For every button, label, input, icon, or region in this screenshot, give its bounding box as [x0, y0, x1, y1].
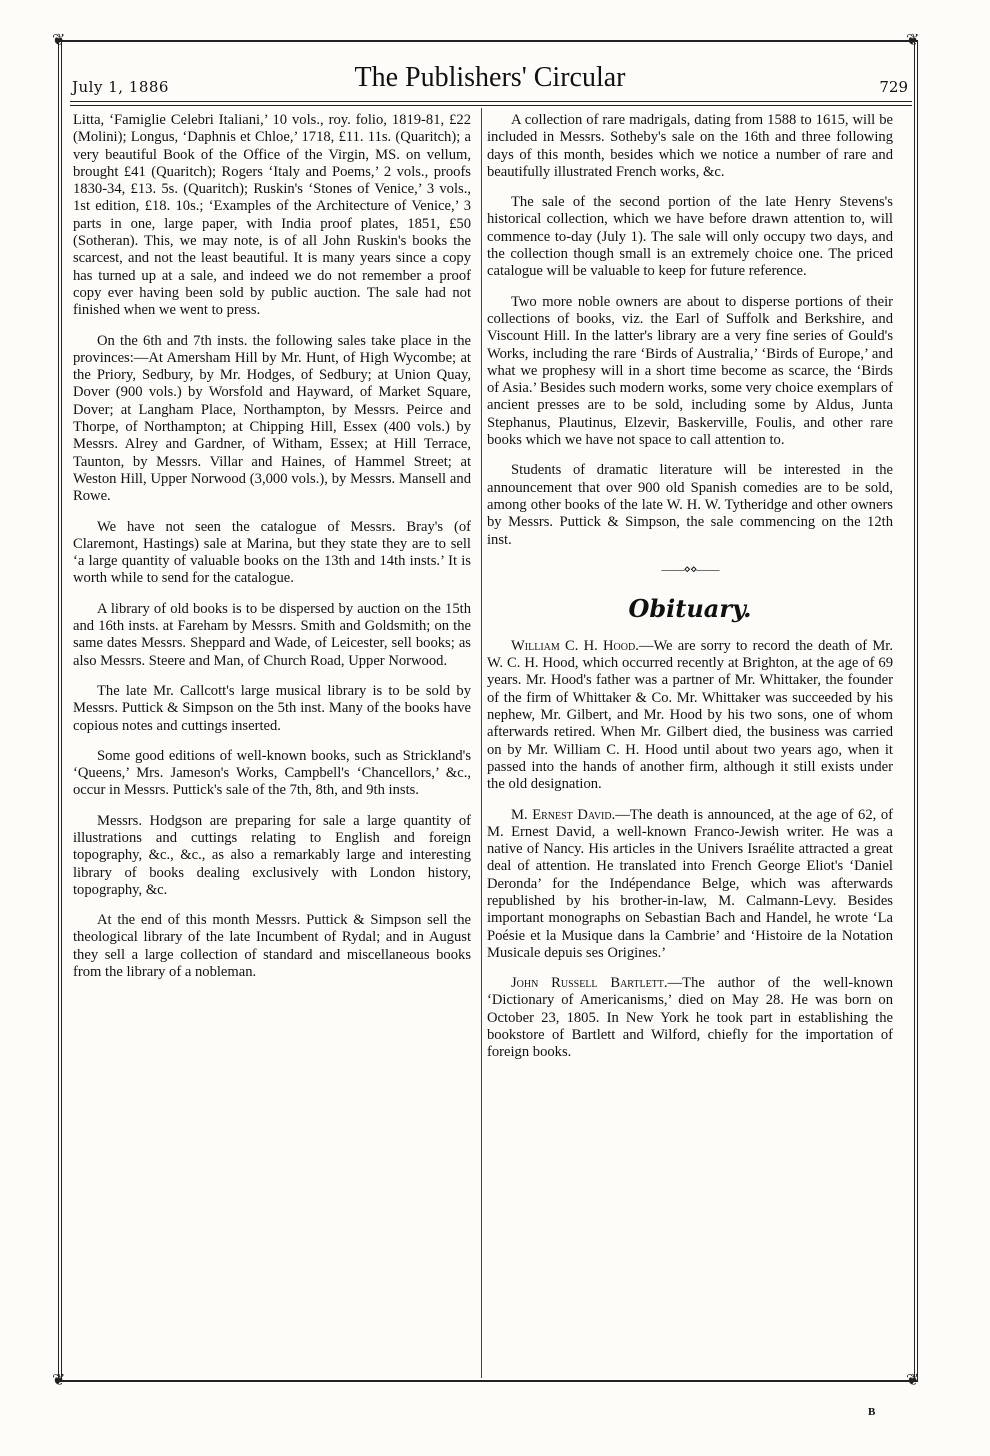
corner-ornament-icon: ❦: [906, 30, 920, 49]
obituary-name: John Russell Bartlett.: [511, 975, 668, 992]
paragraph: The sale of the second portion of the late Henry Stevens's historical collection, which we have before drawn attention to, will commence to-day (July 1). The sale will only occupy two days, and the collection though small is an extremely choice one. The priced catalogue will be valuable to keep for future reference.: [487, 194, 893, 280]
right-column: [487, 112, 893, 1075]
frame-left-rule: [58, 40, 62, 1380]
column-divider: [481, 108, 482, 1378]
paragraph: A collection of rare madrigals, dating from 1588 to 1615, will be included in Messrs. Sotheby's sale on the 16th and three following days of this month, besides which we notice a number of rare and beautifully illustrated French works, &c.: [487, 112, 893, 180]
section-divider: ——⋄⋄——: [661, 561, 719, 576]
frame-bottom-rule: [58, 1380, 918, 1382]
paragraph: A library of old books is to be dispersed by auction on the 15th and 16th insts. at Fareham by Messrs. Smith and Goldsmith; on the same dates Messrs. Sheppard and Wade, of Leicester, sell books; as also Messrs. Steere and Man, of Church Road, Upper Norwood.: [73, 600, 471, 669]
signature-mark: B: [868, 1406, 876, 1418]
frame-top-rule: [58, 40, 918, 42]
paragraph: We have not seen the catalogue of Messrs. Bray's (of Claremont, Hastings) sale at Marina, but they state they are to sell ‘a large quantity of valuable books on the 13th and 14th insts.’ It is worth while to send for the catalogue.: [73, 518, 471, 587]
obituary-text: —The author of the well-known ‘Dictionary of Americanisms,’ died on May 28. He was born on October 23, 1805. In New York he took part in establishing the bookstore of Bartlett and Wilford, chiefly for the importation of foreign books.: [487, 975, 894, 1061]
paragraph: Litta, ‘Famiglie Celebri Italiani,’ 10 vols., roy. folio, 1819-81, £22 (Molini); Longus, ‘Daphnis et Chloe,’ 1718, £11. 11s. (Quaritch); a very beautiful Book of the Office of the Virgin, MS. on vellum, brought £41 (Quaritch); Rogers ‘Italy and Poems,’ 2 vols., proofs 1830-34, £13. 5s. (Quaritch); Ruskin's ‘Stones of Venice,’ 3 vols., 1st edition, £18. 10s.; ‘Examples of the Architecture of Venice,’ 3 parts in one, large paper, with India proof plates, 1851, £50 (Sotheran). This, we may note, is of all John Ruskin's books the scarcest, and not the least beautiful. It is many years since a copy has turned up at a sale, and indeed we do not remember a proof copy ever having been sold by public auction. The sale had not finished when we went to press.: [73, 112, 471, 319]
obituary-name: William C. H. Hood.: [511, 637, 639, 654]
paragraph: Messrs. Hodgson are preparing for sale a large quantity of illustrations and cuttings relating to English and foreign topography, &c., &c., as also a remarkably large and interesting library of books dealing exclusively with London history, topography, &c.: [73, 812, 471, 898]
paragraph: The late Mr. Callcott's large musical library is to be sold by Messrs. Puttick & Simpson on the 5th inst. Many of the books have copious notes and cuttings inserted.: [73, 682, 471, 734]
obituary-name: M. Ernest David.: [511, 806, 616, 823]
frame-right-rule: [914, 40, 918, 1380]
corner-ornament-icon: ❦: [906, 1370, 920, 1389]
paragraph: Some good editions of well-known books, such as Strickland's ‘Queens,’ Mrs. Jameson's Works, Campbell's ‘Chancellors,’ &c., occur in Messrs. Puttick's sale of the 7th, 8th, and 9th insts.: [73, 747, 471, 799]
page-number: 729: [879, 78, 908, 96]
obituary-entry: [487, 807, 893, 963]
paragraph: At the end of this month Messrs. Puttick & Simpson sell the theological library of the late Incumbent of Rydal; and in August they sell a large collection of standard and miscellaneous books from the library of a nobleman.: [73, 912, 471, 981]
corner-ornament-icon: ❦: [52, 30, 66, 49]
obituary-heading: Obituary.: [628, 593, 752, 623]
corner-ornament-icon: ❦: [52, 1370, 66, 1389]
paragraph: On the 6th and 7th insts. the following sales take place in the provinces:—At Amersham Hill by Mr. Hunt, of High Wycombe; at the Priory, Sedbury, by Mr. Hodges, of Sedbury; at Union Quay, Dover (900 vols.) by Worsfold and Hayward, of Market Square, Dover; at Langham Place, Northampton, by Messrs. Peirce and Thorpe, of Northampton; at Chipping Hill, Essex (400 vols.) by Messrs. Alrey and Gardner, of Witham, Essex; at Hill Terrace, Taunton, by Messrs. Villar and Haines, of Hammel Street; at Weston Hill, Upper Norwood (3,000 vols.), by Messrs. Mansell and Rowe.: [73, 332, 471, 505]
page-header: [72, 62, 908, 102]
obituary-text: —We are sorry to record the death of Mr. W. C. H. Hood, which occurred recently at Brighton, at the age of 69 years. Mr. Hood's father was a partner of Mr. Whittaker, the founder of the firm of Whittaker & Co. Mr. Whittaker was succeeded by his nephew, Mr. Gilbert, and Mr. Hood by his two sons, one of whom afterwards retired. When Mr. Gilbert died, the business was carried on by Mr. William C. H. Hood until about two years ago, when it passed into the hands of another firm, although it still exists under the old designation.: [487, 637, 893, 793]
issue-date: July 1, 1886: [72, 78, 169, 96]
obituary-text: —The death is announced, at the age of 62, of M. Ernest David, a well-known Franco-Jewish writer. He was a native of Nancy. His articles in the Univers Israélite attracted a great deal of attention. He translated into French George Eliot's ‘Daniel Deronda’ for the Indépendance Belge, which was afterwards republished by his brother-in-law, M. Calmann-Levy. Besides important monographs on Sebastian Bach and Handel, he wrote ‘La Poésie et la Musique dans la Cambrie’ and ‘Histoire de la Notation Musicale depuis ses Origines.’: [487, 806, 893, 961]
obituary-entry: [487, 638, 893, 794]
page-title: The Publishers' Circular: [354, 62, 626, 93]
left-column: [73, 112, 471, 994]
paragraph: Students of dramatic literature will be interested in the announcement that over 900 old Spanish comedies are to be sold, among other books of the late W. H. W. Tytheridge and other owners by Messrs. Puttick & Simpson, the sale commencing on the 12th inst.: [487, 462, 893, 548]
obituary-entry: [487, 975, 893, 1061]
paragraph: Two more noble owners are about to disperse portions of their collections of books, viz. the Earl of Suffolk and Berkshire, and Viscount Hill. In the latter's library are a very fine series of Gould's Works, including the rare ‘Birds of Australia,’ ‘Birds of Europe,’ and what we prophesy will in a short time become as scarce, the ‘Birds of Asia.’ Besides such modern works, some very choice exemplars of ancient presses are to be sold, including some by Aldus, Junta Stephanus, Plautinus, Elzevir, Baskerville, Foulis, and other rare books which we have not space to call attention to.: [487, 293, 893, 449]
header-double-rule: [70, 101, 912, 106]
